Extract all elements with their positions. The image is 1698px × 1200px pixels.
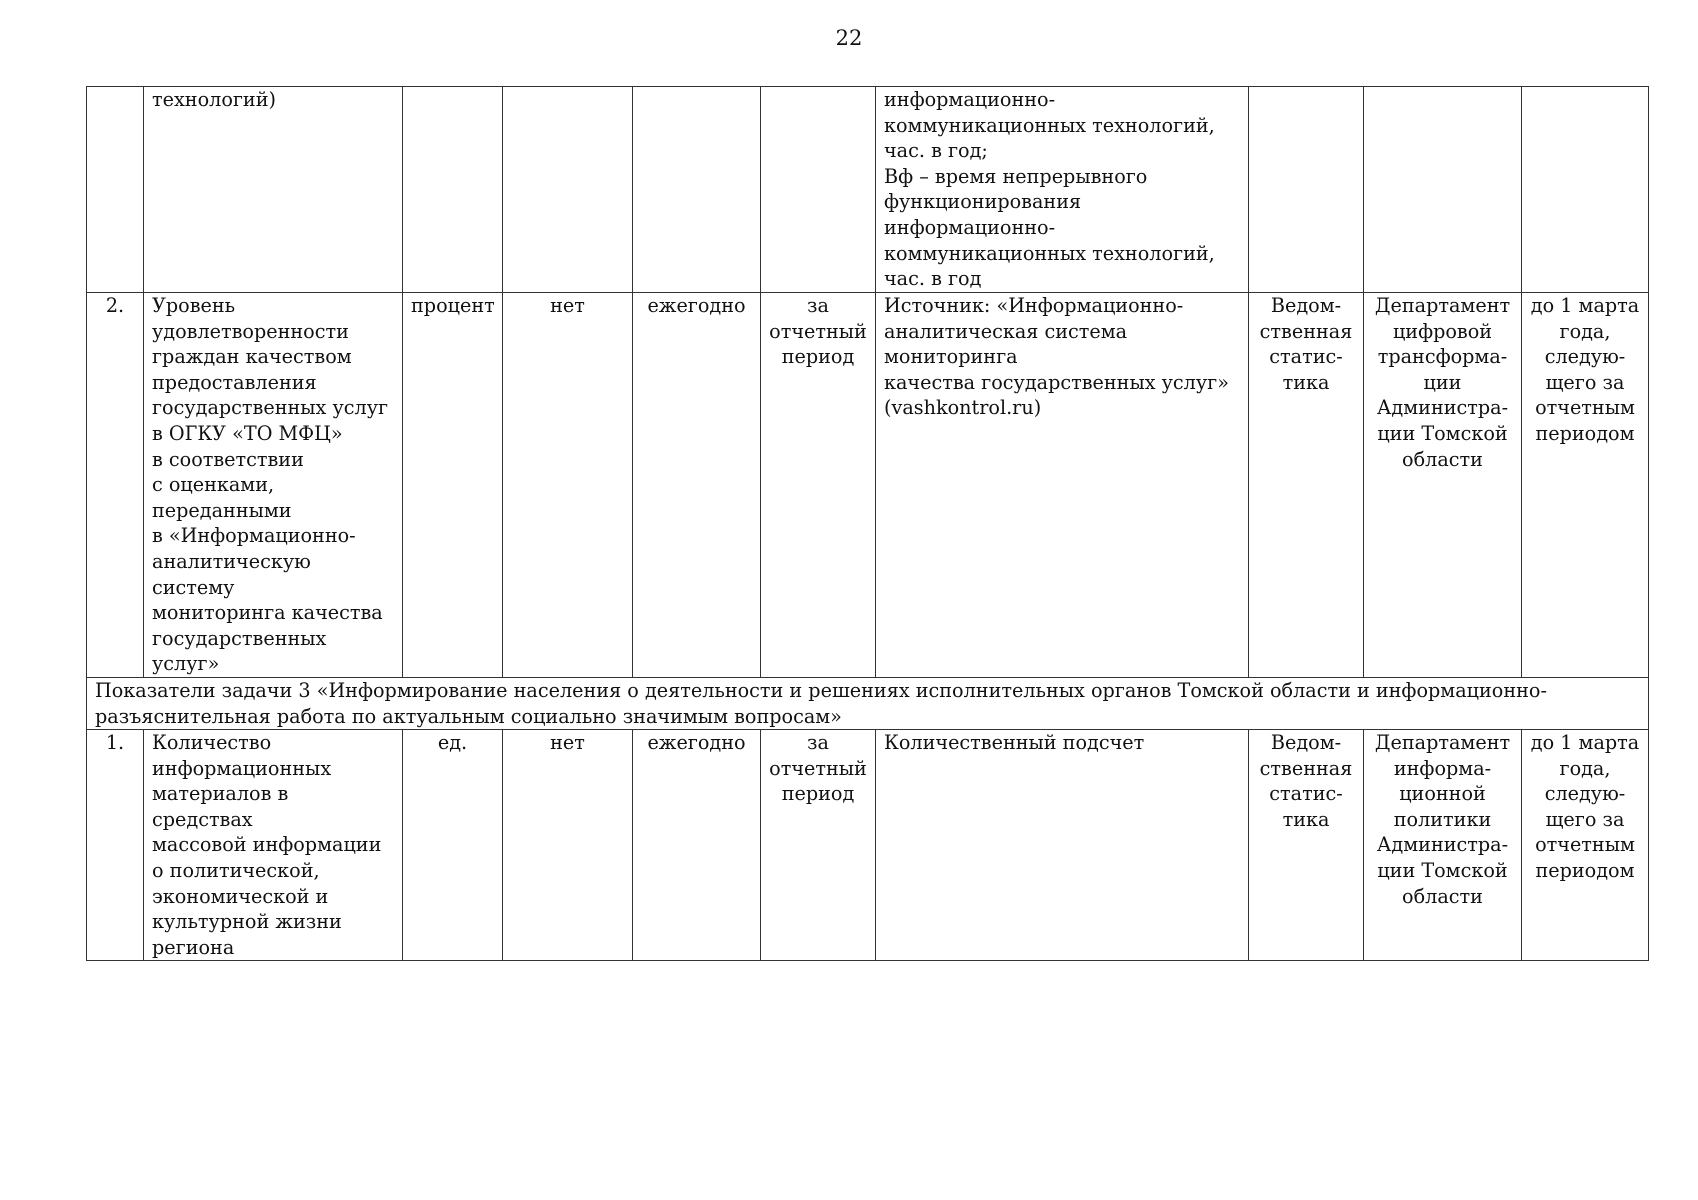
indicator-name: Количество информационных материалов в средствах массовой информации о политической, экономической и культурной жизни региона bbox=[144, 730, 403, 961]
responsible-cell bbox=[1364, 87, 1522, 293]
table-row bbox=[87, 730, 1649, 961]
period-cell: за отчетный период bbox=[761, 293, 876, 678]
period-cell bbox=[761, 87, 876, 293]
type-cell: нет bbox=[503, 293, 633, 678]
row-number bbox=[87, 87, 144, 293]
responsible-cell: Департамент информа- ционной политики Администра- ции Томской области bbox=[1364, 730, 1522, 961]
row-number: 1. bbox=[87, 730, 144, 961]
method-cell: Источник: «Информационно- аналитическая система мониторинга качества государственных услуг» (vashkontrol.ru) bbox=[876, 293, 1249, 678]
table-row bbox=[87, 87, 1649, 293]
responsible-cell: Департамент цифровой трансформа- ции Администра- ции Томской области bbox=[1364, 293, 1522, 678]
frequency-cell: ежегодно bbox=[633, 730, 761, 961]
indicator-name: Уровень удовлетворенности граждан качеством предоставления государственных услуг в ОГКУ «ТО МФЦ» в соответствии с оценками, переданными в «Информационно- аналитическую систему мониторинга качества государственных услуг» bbox=[144, 293, 403, 678]
deadline-cell: до 1 марта года, следую- щего за отчетным периодом bbox=[1522, 293, 1649, 678]
method-cell: Количественный подсчет bbox=[876, 730, 1249, 961]
source-cell: Ведом- ственная статис- тика bbox=[1249, 293, 1364, 678]
deadline-cell bbox=[1522, 87, 1649, 293]
deadline-cell: до 1 марта года, следую- щего за отчетным периодом bbox=[1522, 730, 1649, 961]
frequency-cell: ежегодно bbox=[633, 293, 761, 678]
section-header-row bbox=[87, 677, 1649, 729]
source-cell: Ведом- ственная статис- тика bbox=[1249, 730, 1364, 961]
method-cell: информационно- коммуникационных технологий, час. в год; Вф – время непрерывного функционирования информационно- коммуникационных технологий, час. в год bbox=[876, 87, 1249, 293]
indicators-table bbox=[86, 86, 1649, 961]
type-cell bbox=[503, 87, 633, 293]
source-cell bbox=[1249, 87, 1364, 293]
period-cell: за отчетный период bbox=[761, 730, 876, 961]
page-number: 22 bbox=[835, 26, 863, 50]
frequency-cell bbox=[633, 87, 761, 293]
unit-cell bbox=[403, 87, 503, 293]
task3-header: Показатели задачи 3 «Информирование населения о деятельности и решениях исполнительных органов Томской области и информационно-разъяснительная работа по актуальным социально значимым вопросам» bbox=[87, 677, 1649, 729]
indicator-name: технологий) bbox=[144, 87, 403, 293]
table-row bbox=[87, 293, 1649, 678]
type-cell: нет bbox=[503, 730, 633, 961]
unit-cell: процент bbox=[403, 293, 503, 678]
row-number: 2. bbox=[87, 293, 144, 678]
unit-cell: ед. bbox=[403, 730, 503, 961]
